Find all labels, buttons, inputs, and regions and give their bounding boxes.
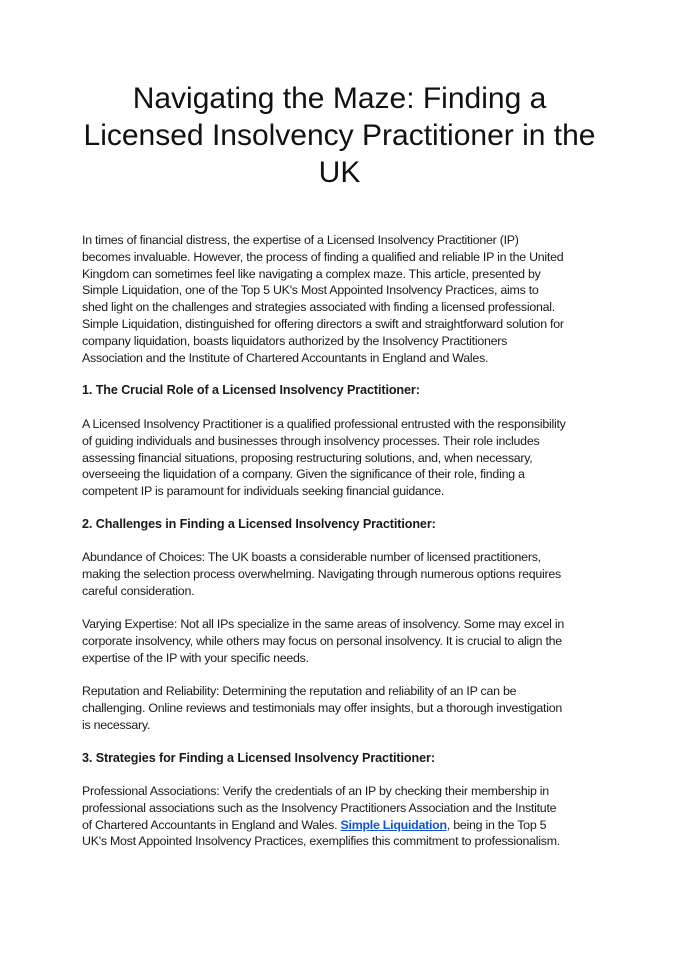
- title-line: Licensed Insolvency Practitioner in the: [83, 119, 596, 152]
- section3-heading: 3. Strategies for Finding a Licensed Insolvency Practitioner:: [82, 751, 435, 765]
- text-line: assessing financial situations, proposing restructuring solutions, and, when necessary,: [82, 450, 533, 465]
- text-line: Professional Associations: Verify the credentials of an IP by checking their membership in: [82, 784, 549, 798]
- text-line: careful consideration.: [82, 583, 195, 598]
- text-line: expertise of the IP with your specific needs.: [82, 650, 309, 665]
- text-segment: , being in the Top 5: [446, 817, 547, 832]
- text-line: is necessary.: [82, 717, 151, 732]
- text-line: professional associations such as the Insolvency Practitioners Association and the Institute: [82, 800, 557, 815]
- section1-heading: 1. The Crucial Role of a Licensed Insolvency Practitioner:: [82, 383, 420, 397]
- text-line: corporate insolvency, while others may focus on personal insolvency. It is crucial to align the: [82, 633, 562, 648]
- title-line: UK: [318, 156, 361, 189]
- text-line: In times of financial distress, the expertise of a Licensed Insolvency Practitioner (IP): [82, 233, 519, 247]
- simple-liquidation-link[interactable]: Simple Liquidation: [340, 817, 447, 832]
- section1-paragraph: [82, 416, 622, 500]
- text-line: overseeing the liquidation of a company. Given the significance of their role, finding a: [82, 467, 525, 482]
- section2-paragraph-choices: [82, 549, 622, 599]
- section2-paragraph-reputation: [82, 683, 622, 733]
- text-line: A Licensed Insolvency Practitioner is a qualified professional entrusted with the responsibility: [82, 417, 566, 431]
- intro-paragraph: [82, 232, 622, 366]
- document-title: [0, 80, 679, 191]
- text-line: of guiding individuals and businesses through insolvency processes. Their role includes: [82, 433, 540, 448]
- text-line: competent IP is paramount for individuals seeking financial guidance.: [82, 484, 445, 499]
- text-line: Reputation and Reliability: Determining the reputation and reliability of an IP can be: [82, 684, 517, 698]
- section2-heading: 2. Challenges in Finding a Licensed Insolvency Practitioner:: [82, 517, 436, 531]
- text-line: Abundance of Choices: The UK boasts a considerable number of licensed practitioners,: [82, 550, 541, 564]
- text-line: Kingdom can sometimes feel like navigating a complex maze. This article, presented by: [82, 266, 541, 281]
- text-line: Association and the Institute of Chartered Accountants in England and Wales.: [82, 350, 489, 365]
- text-line: UK's Most Appointed Insolvency Practices, exemplifies this commitment to professionalism.: [82, 834, 561, 849]
- title-line: Navigating the Maze: Finding a: [132, 82, 547, 115]
- text-line: shed light on the challenges and strategies associated with finding a licensed professional.: [82, 300, 555, 315]
- text-segment: of Chartered Accountants in England and Wales.: [82, 817, 341, 832]
- text-line: challenging. Online reviews and testimonials may offer insights, but a thorough investigation: [82, 700, 563, 715]
- section2-paragraph-expertise: [82, 616, 622, 666]
- text-line: Simple Liquidation, distinguished for offering directors a swift and straightforward solution for: [82, 316, 564, 331]
- text-line: company liquidation, boasts liquidators authorized by the Insolvency Practitioners: [82, 333, 508, 348]
- text-line: Simple Liquidation, one of the Top 5 UK's Most Appointed Insolvency Practices, aims to: [82, 283, 539, 298]
- section3-paragraph: [82, 783, 622, 850]
- text-line: [82, 817, 622, 834]
- text-line: making the selection process overwhelming. Navigating through numerous options requires: [82, 566, 561, 581]
- text-line: Varying Expertise: Not all IPs specialize in the same areas of insolvency. Some may excel in: [82, 617, 565, 631]
- text-line: becomes invaluable. However, the process of finding a qualified and reliable IP in the United: [82, 249, 564, 264]
